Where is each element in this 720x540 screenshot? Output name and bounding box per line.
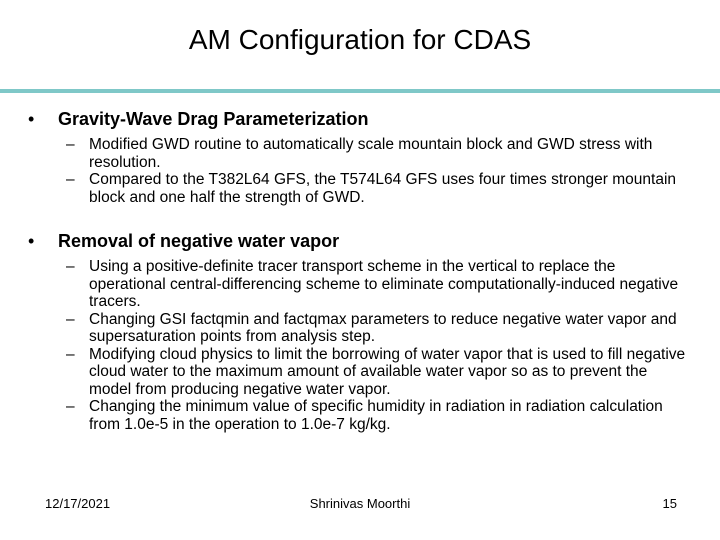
section-heading — [28, 230, 688, 252]
sub-bullet-list — [28, 136, 688, 206]
slide-content — [28, 108, 688, 433]
section-heading-text: Removal of negative water vapor — [58, 231, 340, 251]
sub-bullet-text: Changing GSI factqmin and factqmax parameters to reduce negative water vapor and supersaturation points from analysis step. — [89, 310, 677, 345]
sub-bullet-text: Modified GWD routine to automatically scale mountain block and GWD stress with resolution. — [89, 136, 653, 171]
bullet-marker: • — [28, 231, 35, 251]
footer-page-number: 15 — [662, 496, 677, 511]
section-heading-text: Gravity-Wave Drag Parameterization — [58, 109, 369, 129]
sub-bullet-item — [28, 346, 688, 399]
slide-title: AM Configuration for CDAS — [188, 24, 532, 55]
sub-bullet-marker: – — [66, 345, 75, 363]
sub-bullet-item — [28, 258, 688, 311]
sub-bullet-marker: – — [66, 310, 75, 328]
sub-bullet-text: Modifying cloud physics to limit the borrowing of water vapor that is used to fill negative cloud water to the maximum amount of available water vapor so as to prevent the model from producing negative water vapor. — [89, 345, 686, 398]
section-negative-water-vapor — [28, 230, 688, 433]
title-divider — [0, 89, 720, 93]
footer-author: Shrinivas Moorthi — [309, 496, 411, 511]
footer-date: 12/17/2021 — [45, 496, 111, 511]
sub-bullet-text: Using a positive-definite tracer transport scheme in the vertical to replace the operational central-differencing scheme to eliminate computationally-induced negative tracers. — [89, 258, 679, 310]
sub-bullet-marker: – — [66, 171, 75, 188]
sub-bullet-list — [28, 258, 688, 433]
sub-bullet-item — [28, 398, 688, 433]
sub-bullet-item — [28, 311, 688, 346]
section-heading — [28, 108, 688, 130]
sub-bullet-text: Compared to the T382L64 GFS, the T574L64 GFS uses four times stronger mountain block and one half the strength of GWD. — [89, 171, 677, 206]
sub-bullet-marker: – — [66, 398, 75, 415]
section-gravity-wave-drag — [28, 108, 688, 206]
bullet-marker: • — [28, 109, 35, 129]
sub-bullet-item — [28, 136, 688, 171]
sub-bullet-marker: – — [66, 136, 75, 153]
sub-bullet-marker: – — [66, 258, 75, 275]
sub-bullet-text: Changing the minimum value of specific humidity in radiation in radiation calculation from 1.0e-5 in the operation to 1.0e-7 kg/kg. — [89, 398, 663, 433]
sub-bullet-item — [28, 171, 688, 206]
